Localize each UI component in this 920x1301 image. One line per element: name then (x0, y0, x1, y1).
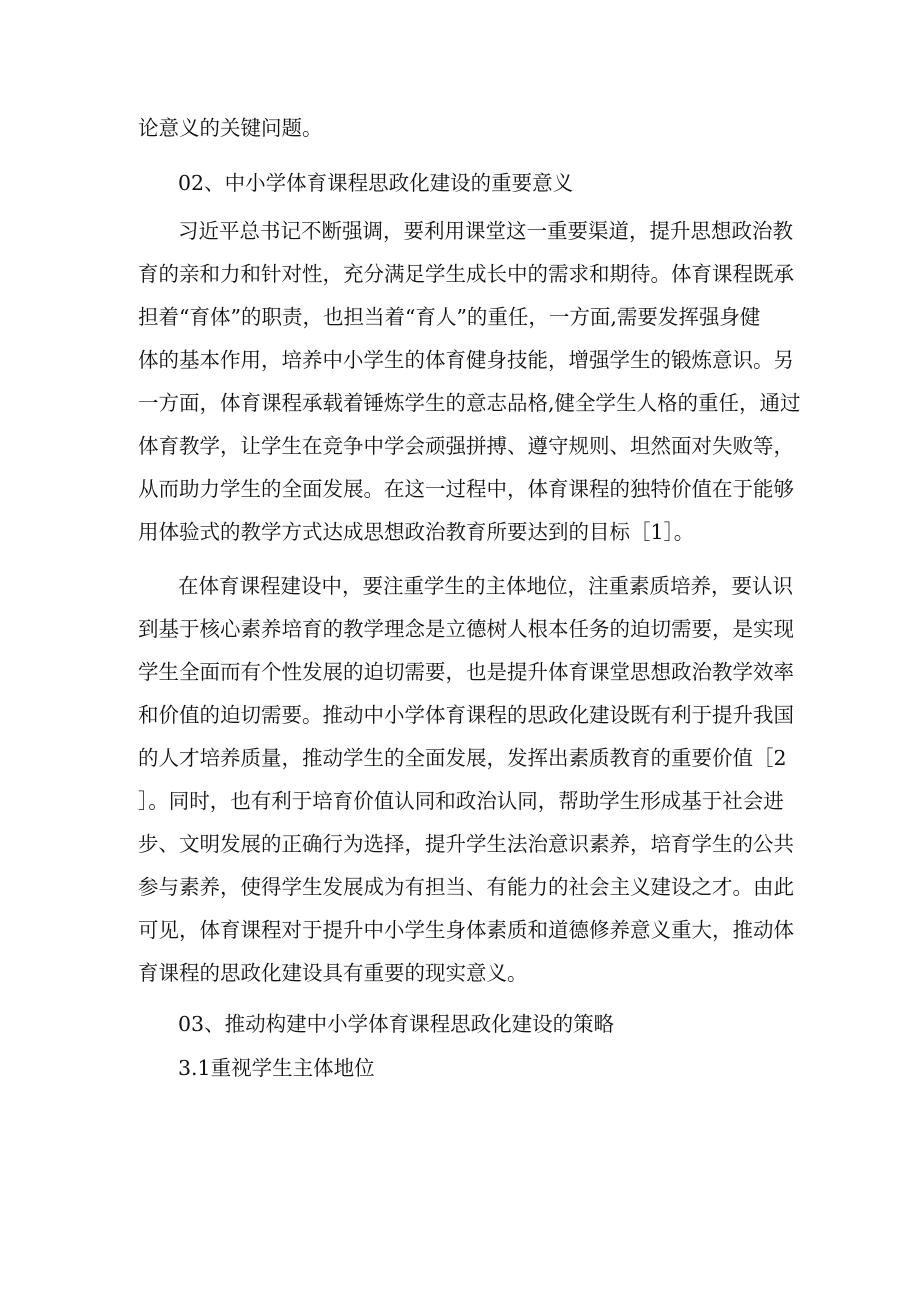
paragraph-line: 一方面，体育课程承载着锤炼学生的意志品格,健全学生人格的重任，通过 (138, 391, 801, 415)
paragraph-line: 育的亲和力和针对性，充分满足学生成长中的需求和期待。体育课程既承 (138, 262, 794, 286)
intro-tail-text: 论意义的关键问题。 (138, 116, 323, 140)
paragraph-line: 担着“育体”的职责，也担当着“育人”的重任，一方面,需要发挥强身健 (138, 305, 761, 329)
paragraph-line: 和价值的迫切需要。推动中小学体育课程的思政化建设既有利于提升我国 (138, 703, 794, 727)
paragraph-line: 到基于核心素养培育的教学理念是立德树人根本任务的迫切需要，是实现 (138, 617, 794, 641)
paragraph-line: ］。同时，也有利于培育价值认同和政治认同，帮助学生形成基于社会进 (138, 789, 784, 813)
paragraph-line: 步、文明发展的正确行为选择，提升学生法治意识素养，培育学生的公共 (138, 832, 794, 856)
paragraph-line: 从而助力学生的全面发展。在这一过程中，体育课程的独特价值在于能够 (138, 477, 794, 501)
subsection-3-1-heading: 3.1重视学生主体地位 (178, 1056, 375, 1080)
paragraph-line: 参与素养，使得学生发展成为有担当、有能力的社会主义建设之才。由此 (138, 875, 794, 899)
paragraph-line: 习近平总书记不断强调，要利用课堂这一重要渠道，提升思想政治教 (178, 219, 793, 243)
paragraph-line: 用体验式的教学方式达成思想政治教育所要达到的目标［1］。 (138, 520, 695, 544)
section-03-heading: 03、推动构建中小学体育课程思政化建设的策略 (178, 1012, 615, 1036)
paragraph-line: 的人才培养质量，推动学生的全面发展，发挥出素质教育的重要价值［2 (138, 746, 787, 770)
paragraph-line: 体育教学，让学生在竞争中学会顽强拼搏、遵守规则、坦然面对失败等， (138, 434, 794, 458)
paragraph-line: 育课程的思政化建设具有重要的现实意义。 (138, 961, 528, 985)
paragraph-line: 可见，体育课程对于提升中小学生身体素质和道德修养意义重大，推动体 (138, 918, 794, 942)
paragraph-line: 学生全面而有个性发展的迫切需要，也是提升体育课堂思想政治教学效率 (138, 660, 794, 684)
paragraph-line: 在体育课程建设中，要注重学生的主体地位，注重素质培养，要认识 (178, 574, 793, 598)
paragraph-line: 体的基本作用，培养中小学生的体育健身技能，增强学生的锻炼意识。另 (138, 348, 794, 372)
section-02-heading: 02、中小学体育课程思政化建设的重要意义 (178, 171, 574, 195)
